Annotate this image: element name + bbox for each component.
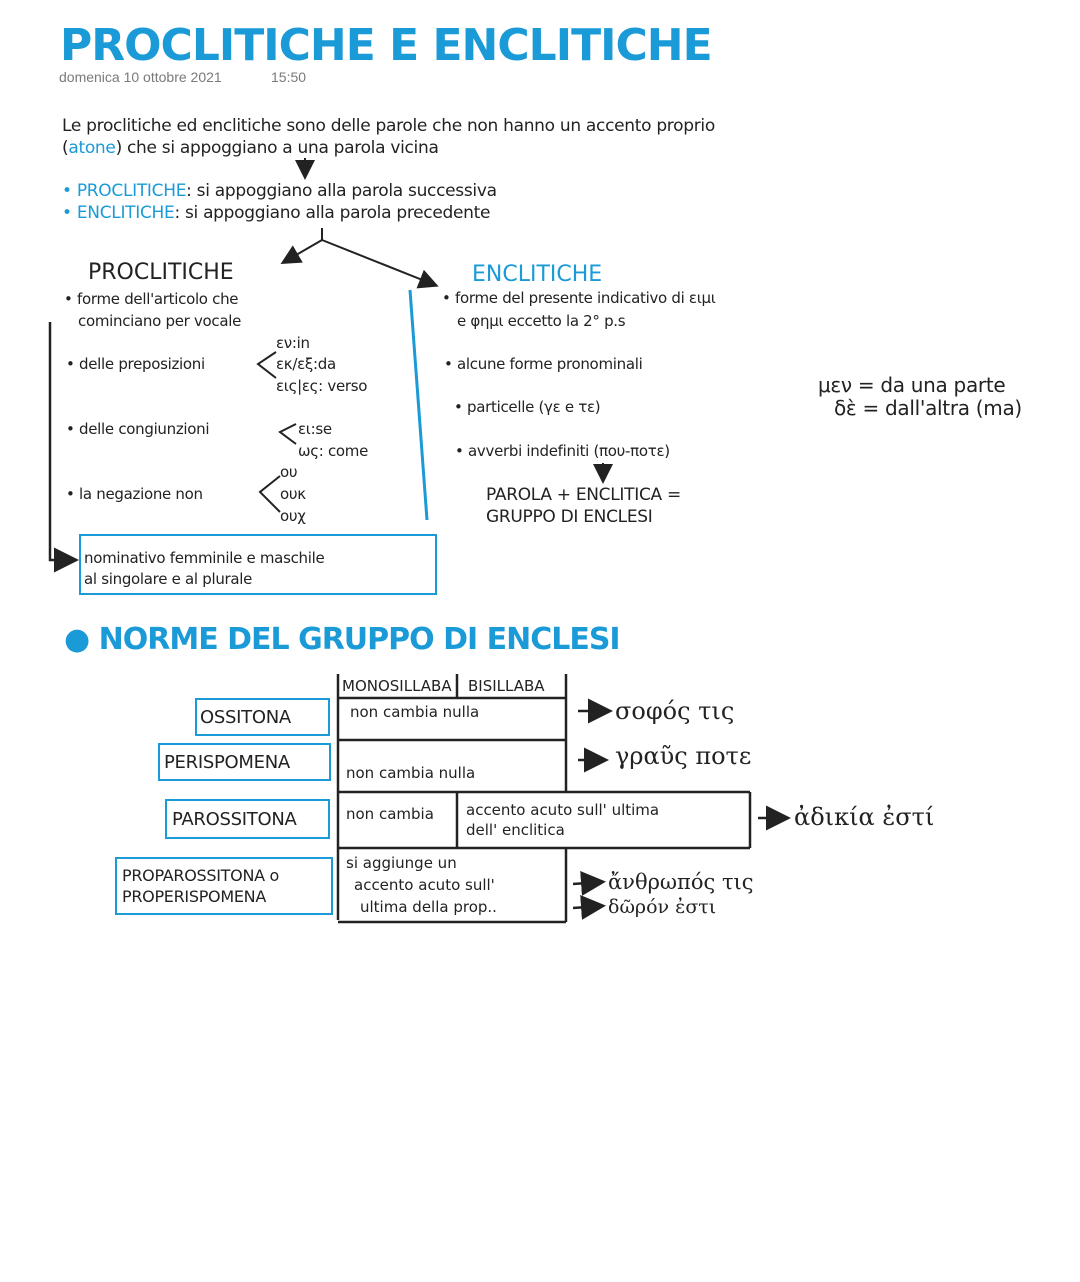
- neg-brace: [260, 476, 280, 512]
- encl-item-1-line-2: e φημι eccetto la 2° p.s: [457, 312, 626, 330]
- encl-result-2: GRUPPO DI ENCLESI: [486, 507, 653, 527]
- arrow-to-proclitiche: [284, 240, 322, 262]
- row-3-cell-mono: non cambia: [346, 805, 434, 823]
- row-3-cell-bis-1: accento acuto sull' ultima: [466, 801, 660, 819]
- prep-3: εις|ες: verso: [276, 377, 368, 395]
- arrow-row-4b: [573, 906, 601, 908]
- row-label-ossitona: OSSITONA: [200, 707, 291, 728]
- row-1-cell: non cambia nulla: [350, 703, 480, 721]
- neg-1: ου: [280, 463, 298, 481]
- norms-heading: ● NORME DEL GRUPPO DI ENCLESI: [64, 622, 620, 657]
- intro-atone: atone: [68, 138, 116, 158]
- row-3-example: ἀδικία ἐστί: [794, 803, 935, 831]
- note-date: domenica 10 ottobre 2021: [59, 69, 222, 85]
- col-monosillaba: MONOSILLABA: [342, 677, 452, 695]
- row-1-example: σοφός τις: [615, 697, 735, 725]
- encl-item-3: • particelle (γε e τε): [454, 398, 601, 416]
- arrow-row-4a: [573, 882, 601, 884]
- def-proclitiche: • PROCLITICHE: si appoggiano alla parola successiva: [62, 181, 497, 201]
- divider-line: [410, 290, 427, 520]
- prep-2: εκ/εξ:da: [276, 355, 336, 373]
- neg-3: ουχ: [280, 507, 306, 525]
- def-enclitiche: • ENCLITICHE: si appoggiano alla parola precedente: [62, 203, 491, 223]
- row-4-cell-1: si aggiunge un: [346, 854, 457, 872]
- row-label-parossitona: PAROSSITONA: [172, 809, 297, 830]
- encl-result-1: PAROLA + ENCLITICA =: [486, 485, 681, 505]
- encl-item-4: • avverbi indefiniti (που-ποτε): [455, 442, 670, 460]
- row-4-cell-3: ultima della prop..: [360, 898, 497, 916]
- procl-item-1-line-2: cominciano per vocale: [78, 312, 242, 330]
- side-note-line-1: μεν = da una parte: [818, 373, 1006, 397]
- conj-1: ει:se: [298, 420, 332, 438]
- intro-line-2: (atone) che si appoggiano a una parola vicina: [62, 138, 439, 158]
- enclitiche-heading: ENCLITICHE: [472, 262, 603, 287]
- row-2-cell: non cambia nulla: [346, 764, 476, 782]
- page-title: PROCLITICHE E ENCLITICHE: [60, 20, 712, 71]
- row-4-example-2: δῶρόν ἐστι: [608, 896, 717, 918]
- conj-2: ως: come: [298, 442, 369, 460]
- row-3-cell-bis-2: dell' enclitica: [466, 821, 565, 839]
- neg-2: ουκ: [280, 485, 306, 503]
- box-line-1: nominativo femminile e maschile: [84, 549, 325, 567]
- row-4-example-1: ἄνθρωπός τις: [608, 870, 754, 894]
- conj-brace: [280, 424, 296, 444]
- row-label-proparossitona-2: PROPERISPOMENA: [122, 887, 266, 906]
- encl-item-2: • alcune forme pronominali: [444, 355, 643, 373]
- prep-1: εν:in: [276, 334, 310, 352]
- prep-brace: [258, 352, 276, 378]
- encl-item-1-line-1: • forme del presente indicativo di ειμι: [442, 289, 716, 307]
- side-note-line-2: δὲ = dall'altra (ma): [834, 396, 1022, 420]
- row-2-example: γραῦς ποτε: [615, 742, 752, 770]
- intro-line-1: Le proclitiche ed enclitiche sono delle parole che non hanno un accento proprio: [62, 116, 715, 136]
- procl-neg-label: • la negazione non: [66, 485, 203, 503]
- arrow-to-enclitiche: [322, 240, 435, 285]
- col-bisillaba: BISILLABA: [468, 677, 545, 695]
- row-label-perispomena: PERISPOMENA: [164, 752, 290, 773]
- procl-prep-label: • delle preposizioni: [66, 355, 205, 373]
- proclitiche-heading: PROCLITICHE: [88, 260, 234, 285]
- row-4-cell-2: accento acuto sull': [354, 876, 495, 894]
- row-label-proparossitona-1: PROPAROSSITONA o: [122, 866, 280, 885]
- box-line-2: al singolare e al plurale: [84, 570, 253, 588]
- procl-item-1-line-1: • forme dell'articolo che: [64, 290, 239, 308]
- note-time: 15:50: [271, 69, 307, 85]
- procl-conj-label: • delle congiunzioni: [66, 420, 210, 438]
